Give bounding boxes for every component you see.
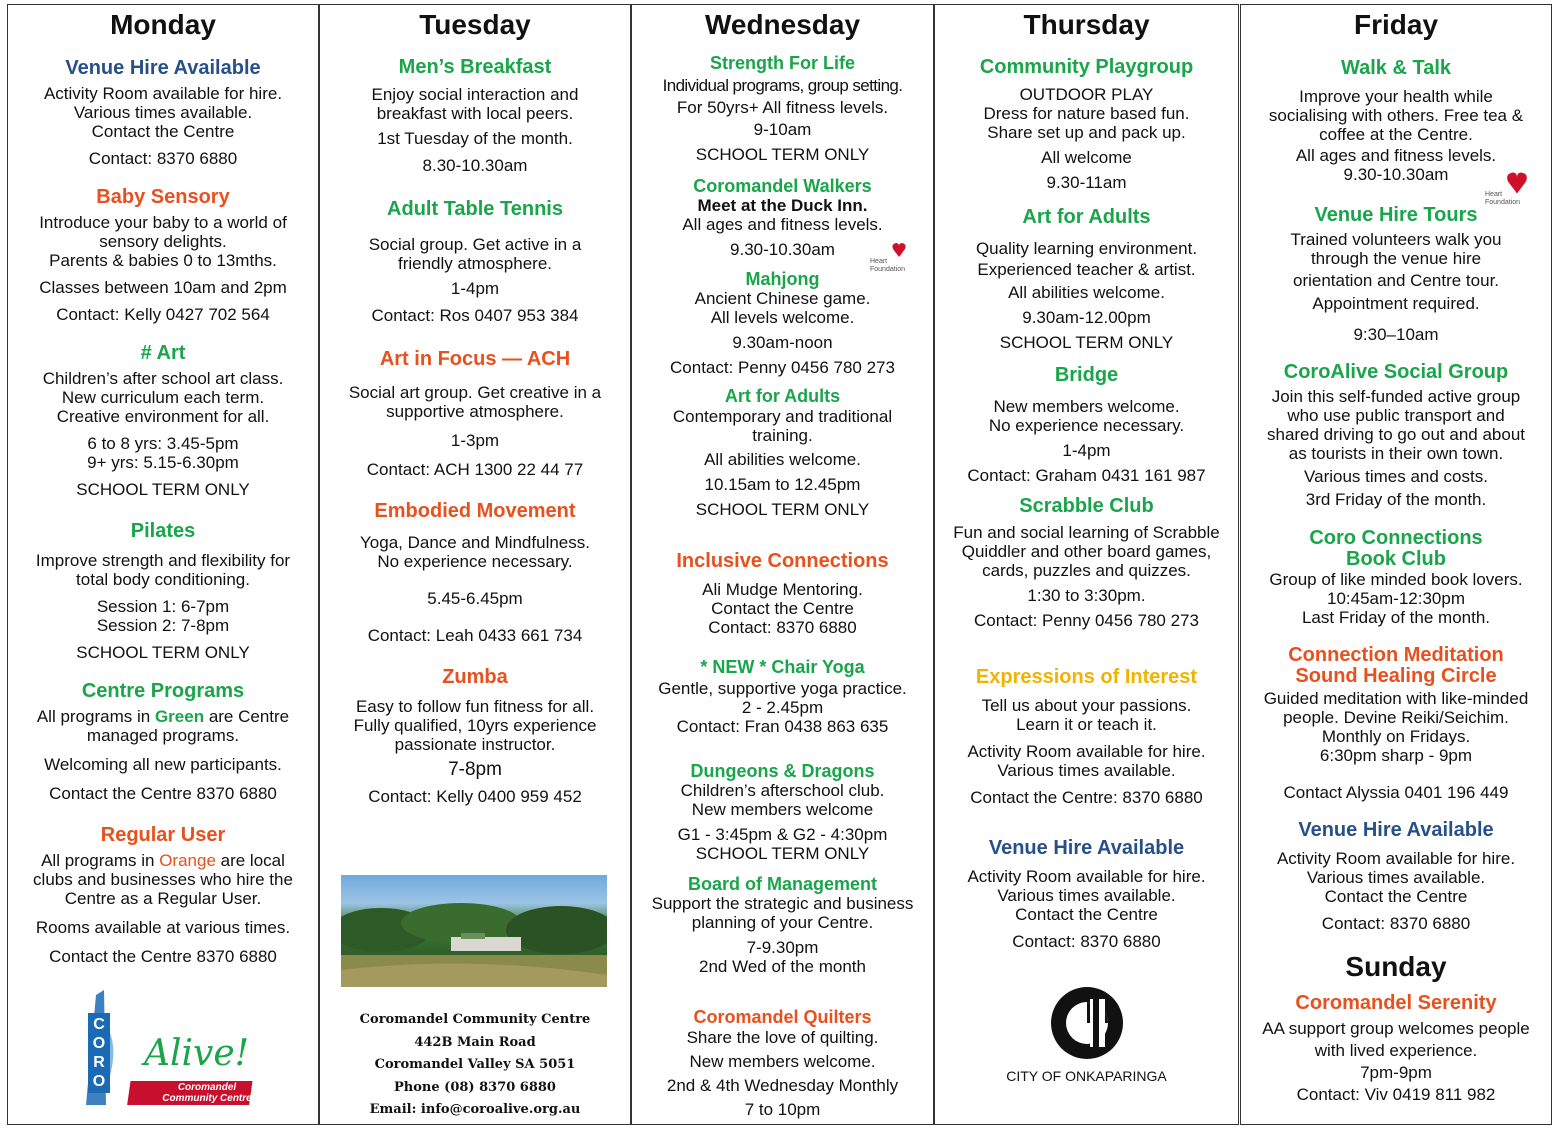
wednesday-column	[631, 4, 934, 1125]
zumba-desc: Easy to follow fun fitness for all. Fully qualified, 10yrs experience passionate instructor. 7-8pm Contact: Kelly 0400 959 452	[353, 697, 597, 806]
day-heading: Tuesday	[419, 9, 531, 40]
day-heading: Wednesday	[704, 9, 861, 40]
zumba-title: Zumba	[442, 666, 508, 688]
day-heading: Friday	[1353, 9, 1439, 40]
centre-photo-graphic	[341, 875, 607, 987]
bridge-title: Bridge	[1054, 364, 1119, 386]
baby-sensory-desc: Introduce your baby to a world of sensory delights. Parents & babies 0 to 13mths. Classes between 10am and 2pm Contact: Kelly 0427 702 564	[39, 213, 287, 324]
regular-user-desc: All programs in Orange are local clubs and businesses who hire the Centre as a Regular User. Rooms available at various times. Contact the Centre 8370 6880	[33, 851, 293, 966]
table-tennis-title: Adult Table Tennis	[387, 198, 563, 220]
chair-yoga-desc: Gentle, supportive yoga practice. 2 - 2.45pm Contact: Fran 0438 863 635	[658, 679, 907, 736]
centre-programs-desc: All programs in Green are Centre managed programs. Welcoming all new participants. Contact the Centre 8370 6880	[36, 707, 290, 803]
mahjong-desc: Ancient Chinese game. All levels welcome. 9.30am-noon Contact: Penny 0456 780 273	[670, 289, 895, 377]
venue-hire-desc: Activity Room available for hire. Various times available. Contact the Centre Contact: 8370 6880	[1276, 849, 1516, 933]
friday-column	[1240, 4, 1552, 1125]
venue-hire-title: Venue Hire Available	[988, 837, 1185, 859]
coromandel-serenity-title: Coromandel Serenity	[1295, 992, 1497, 1014]
coroalive-logo	[74, 985, 274, 1115]
logo-banner: Coromandel Community Centre	[162, 1082, 252, 1104]
heart-icon	[892, 242, 906, 258]
logo-alive-text: Alive!	[144, 1033, 250, 1074]
monday-column	[7, 4, 319, 1125]
venue-hire-title: Venue Hire Available	[65, 57, 261, 79]
centre-programs-title: Centre Programs	[81, 680, 245, 702]
expressions-of-interest-desc: Tell us about your passions. Learn it or teach it. Activity Room available for hire. Various times available. Contact the Centre: 8370 6880	[967, 696, 1206, 807]
sunday-heading: Sunday	[1345, 951, 1447, 982]
chair-yoga-title: * NEW * Chair Yoga	[700, 657, 865, 677]
centre-photo	[341, 875, 607, 987]
thursday-column	[934, 4, 1239, 1125]
connection-meditation-title: Connection Meditation Sound Healing Circle	[1288, 644, 1504, 687]
art-desc: Children’s after school art class. New curriculum each term. Creative environment for all. 6 to 8 yrs: 3.45-5pm 9+ yrs: 5.15-6.30pm SCHOOL TERM ONLY	[42, 369, 284, 499]
community-playgroup-desc: OUTDOOR PLAY Dress for nature based fun. Share set up and pack up. All welcome 9.30-11am	[983, 85, 1190, 192]
inclusive-connections-desc: Ali Mudge Mentoring. Contact the Centre Contact: 8370 6880	[702, 580, 863, 637]
logo-coro-text: CORO	[92, 1016, 106, 1090]
regular-user-title: Regular User	[100, 824, 226, 846]
coromandel-walkers-desc: Meet at the Duck Inn. All ages and fitness levels. 9.30-10.30am	[682, 196, 883, 259]
venue-hire-tours-title: Venue Hire Tours	[1314, 204, 1478, 226]
venue-hire-desc: Activity Room available for hire. Various times available. Contact the Centre Contact: 8370 6880	[43, 84, 283, 168]
art-in-focus-desc: Social art group. Get creative in a supportive atmosphere. 1-3pm Contact: ACH 1300 22 44 77	[348, 383, 602, 479]
strength-for-life-title: Strength For Life	[710, 53, 855, 73]
scrabble-club-desc: Fun and social learning of Scrabble Quiddler and other board games, cards, puzzles and quizzes. 1:30 to 3:30pm. Contact: Penny 0456 780 273	[953, 523, 1220, 630]
centre-address: Coromandel Community Centre 442B Main Road Coromandel Valley SA 5051 Phone (08) 8370 6880 Email: info@coroalive.org.au	[359, 1012, 591, 1117]
community-playgroup-title: Community Playgroup	[979, 56, 1194, 78]
art-for-adults-title: Art for Adults	[1022, 206, 1151, 228]
day-heading: Thursday	[1023, 9, 1150, 40]
strength-for-life-desc: Individual programs, group setting. For 50yrs+ All fitness levels. 9-10am SCHOOL TERM ONLY	[662, 76, 903, 164]
embodied-movement-title: Embodied Movement	[374, 500, 576, 522]
book-club-desc: Group of like minded book lovers. 10:45am-12:30pm Last Friday of the month.	[1269, 570, 1523, 627]
coroalive-social-group-desc: Join this self-funded active group who use public transport and shared driving to go out and about as tourists in their own town. Various times and costs. 3rd Friday of the month.	[1266, 387, 1526, 509]
inclusive-connections-title: Inclusive Connections	[676, 550, 889, 572]
pilates-desc: Improve strength and flexibility for total body conditioning. Session 1: 6-7pm Session 2: 7-8pm SCHOOL TERM ONLY	[35, 551, 291, 662]
heart-foundation-logo: Heart Foundation	[870, 242, 914, 276]
onkaparinga-logo	[935, 985, 1238, 1084]
dungeons-dragons-desc: Children’s afterschool club. New members welcome G1 - 3:45pm & G2 - 4:30pm SCHOOL TERM ONLY	[677, 781, 888, 863]
walk-talk-desc: Improve your health while socialising with others. Free tea & coffee at the Centre. All ages and fitness levels. 9.30-10.30am	[1268, 87, 1524, 184]
walk-talk-title: Walk & Talk	[1340, 57, 1452, 79]
mens-breakfast-desc: Enjoy social interaction and breakfast with local peers. 1st Tuesday of the month. 8.30-10.30am	[371, 85, 579, 175]
bridge-desc: New members welcome. No experience necessary. 1-4pm Contact: Graham 0431 161 987	[967, 397, 1206, 485]
dungeons-dragons-title: Dungeons & Dragons	[690, 761, 875, 781]
tuesday-column	[319, 4, 631, 1125]
board-of-management-title: Board of Management	[687, 874, 878, 894]
heart-foundation-logo: Heart Foundation	[1485, 171, 1529, 205]
mahjong-title: Mahjong	[745, 269, 820, 289]
scrabble-club-title: Scrabble Club	[1019, 495, 1154, 517]
embodied-movement-desc: Yoga, Dance and Mindfulness. No experience necessary. 5.45-6.45pm Contact: Leah 0433 661 734	[360, 533, 590, 645]
council-name: CITY OF ONKAPARINGA	[1006, 1068, 1167, 1084]
pilates-title: Pilates	[130, 520, 196, 542]
venue-hire-tours-desc: Trained volunteers walk you through the venue hire orientation and Centre tour. Appointment required. 9:30–10am	[1290, 230, 1502, 344]
baby-sensory-title: Baby Sensory	[96, 186, 230, 208]
art-in-focus-title: Art in Focus — ACH	[379, 348, 571, 370]
table-tennis-desc: Social group. Get active in a friendly atmosphere. 1-4pm Contact: Ros 0407 953 384	[368, 235, 582, 325]
art-for-adults-desc: Contemporary and traditional training. All abilities welcome. 10.15am to 12.45pm SCHOOL TERM ONLY	[672, 407, 893, 519]
day-heading: Monday	[110, 9, 216, 40]
art-for-adults-desc: Quality learning environment. Experienced teacher & artist. All abilities welcome. 9.30am-12.00pm SCHOOL TERM ONLY	[975, 239, 1198, 352]
board-of-management-desc: Support the strategic and business planning of your Centre. 7-9.30pm 2nd Wed of the month	[651, 894, 914, 976]
coroalive-social-group-title: CoroAlive Social Group	[1283, 361, 1509, 383]
book-club-title: Coro Connections Book Club	[1309, 527, 1483, 570]
coromandel-quilters-title: Coromandel Quilters	[693, 1007, 872, 1027]
expressions-of-interest-title: Expressions of Interest	[975, 666, 1198, 688]
coromandel-quilters-desc: Share the love of quilting. New members welcome. 2nd & 4th Wednesday Monthly 7 to 10pm	[666, 1028, 899, 1119]
connection-meditation-desc: Guided meditation with like-minded people. Devine Reiki/Seichim. Monthly on Fridays. 6:30pm sharp - 9pm Contact Alyssia 0401 196 449	[1263, 689, 1529, 802]
coromandel-serenity-desc: AA support group welcomes people with lived experience. 7pm-9pm Contact: Viv 0419 811 982	[1262, 1019, 1530, 1104]
art-for-adults-title: Art for Adults	[724, 386, 841, 406]
coromandel-walkers-title: Coromandel Walkers	[693, 176, 872, 196]
mens-breakfast-title: Men’s Breakfast	[398, 56, 552, 78]
venue-hire-desc: Activity Room available for hire. Various times available. Contact the Centre Contact: 8370 6880	[967, 867, 1206, 951]
onkaparinga-logo-graphic	[1049, 985, 1125, 1061]
venue-hire-title: Venue Hire Available	[1298, 819, 1494, 841]
art-title: # Art	[140, 342, 186, 364]
